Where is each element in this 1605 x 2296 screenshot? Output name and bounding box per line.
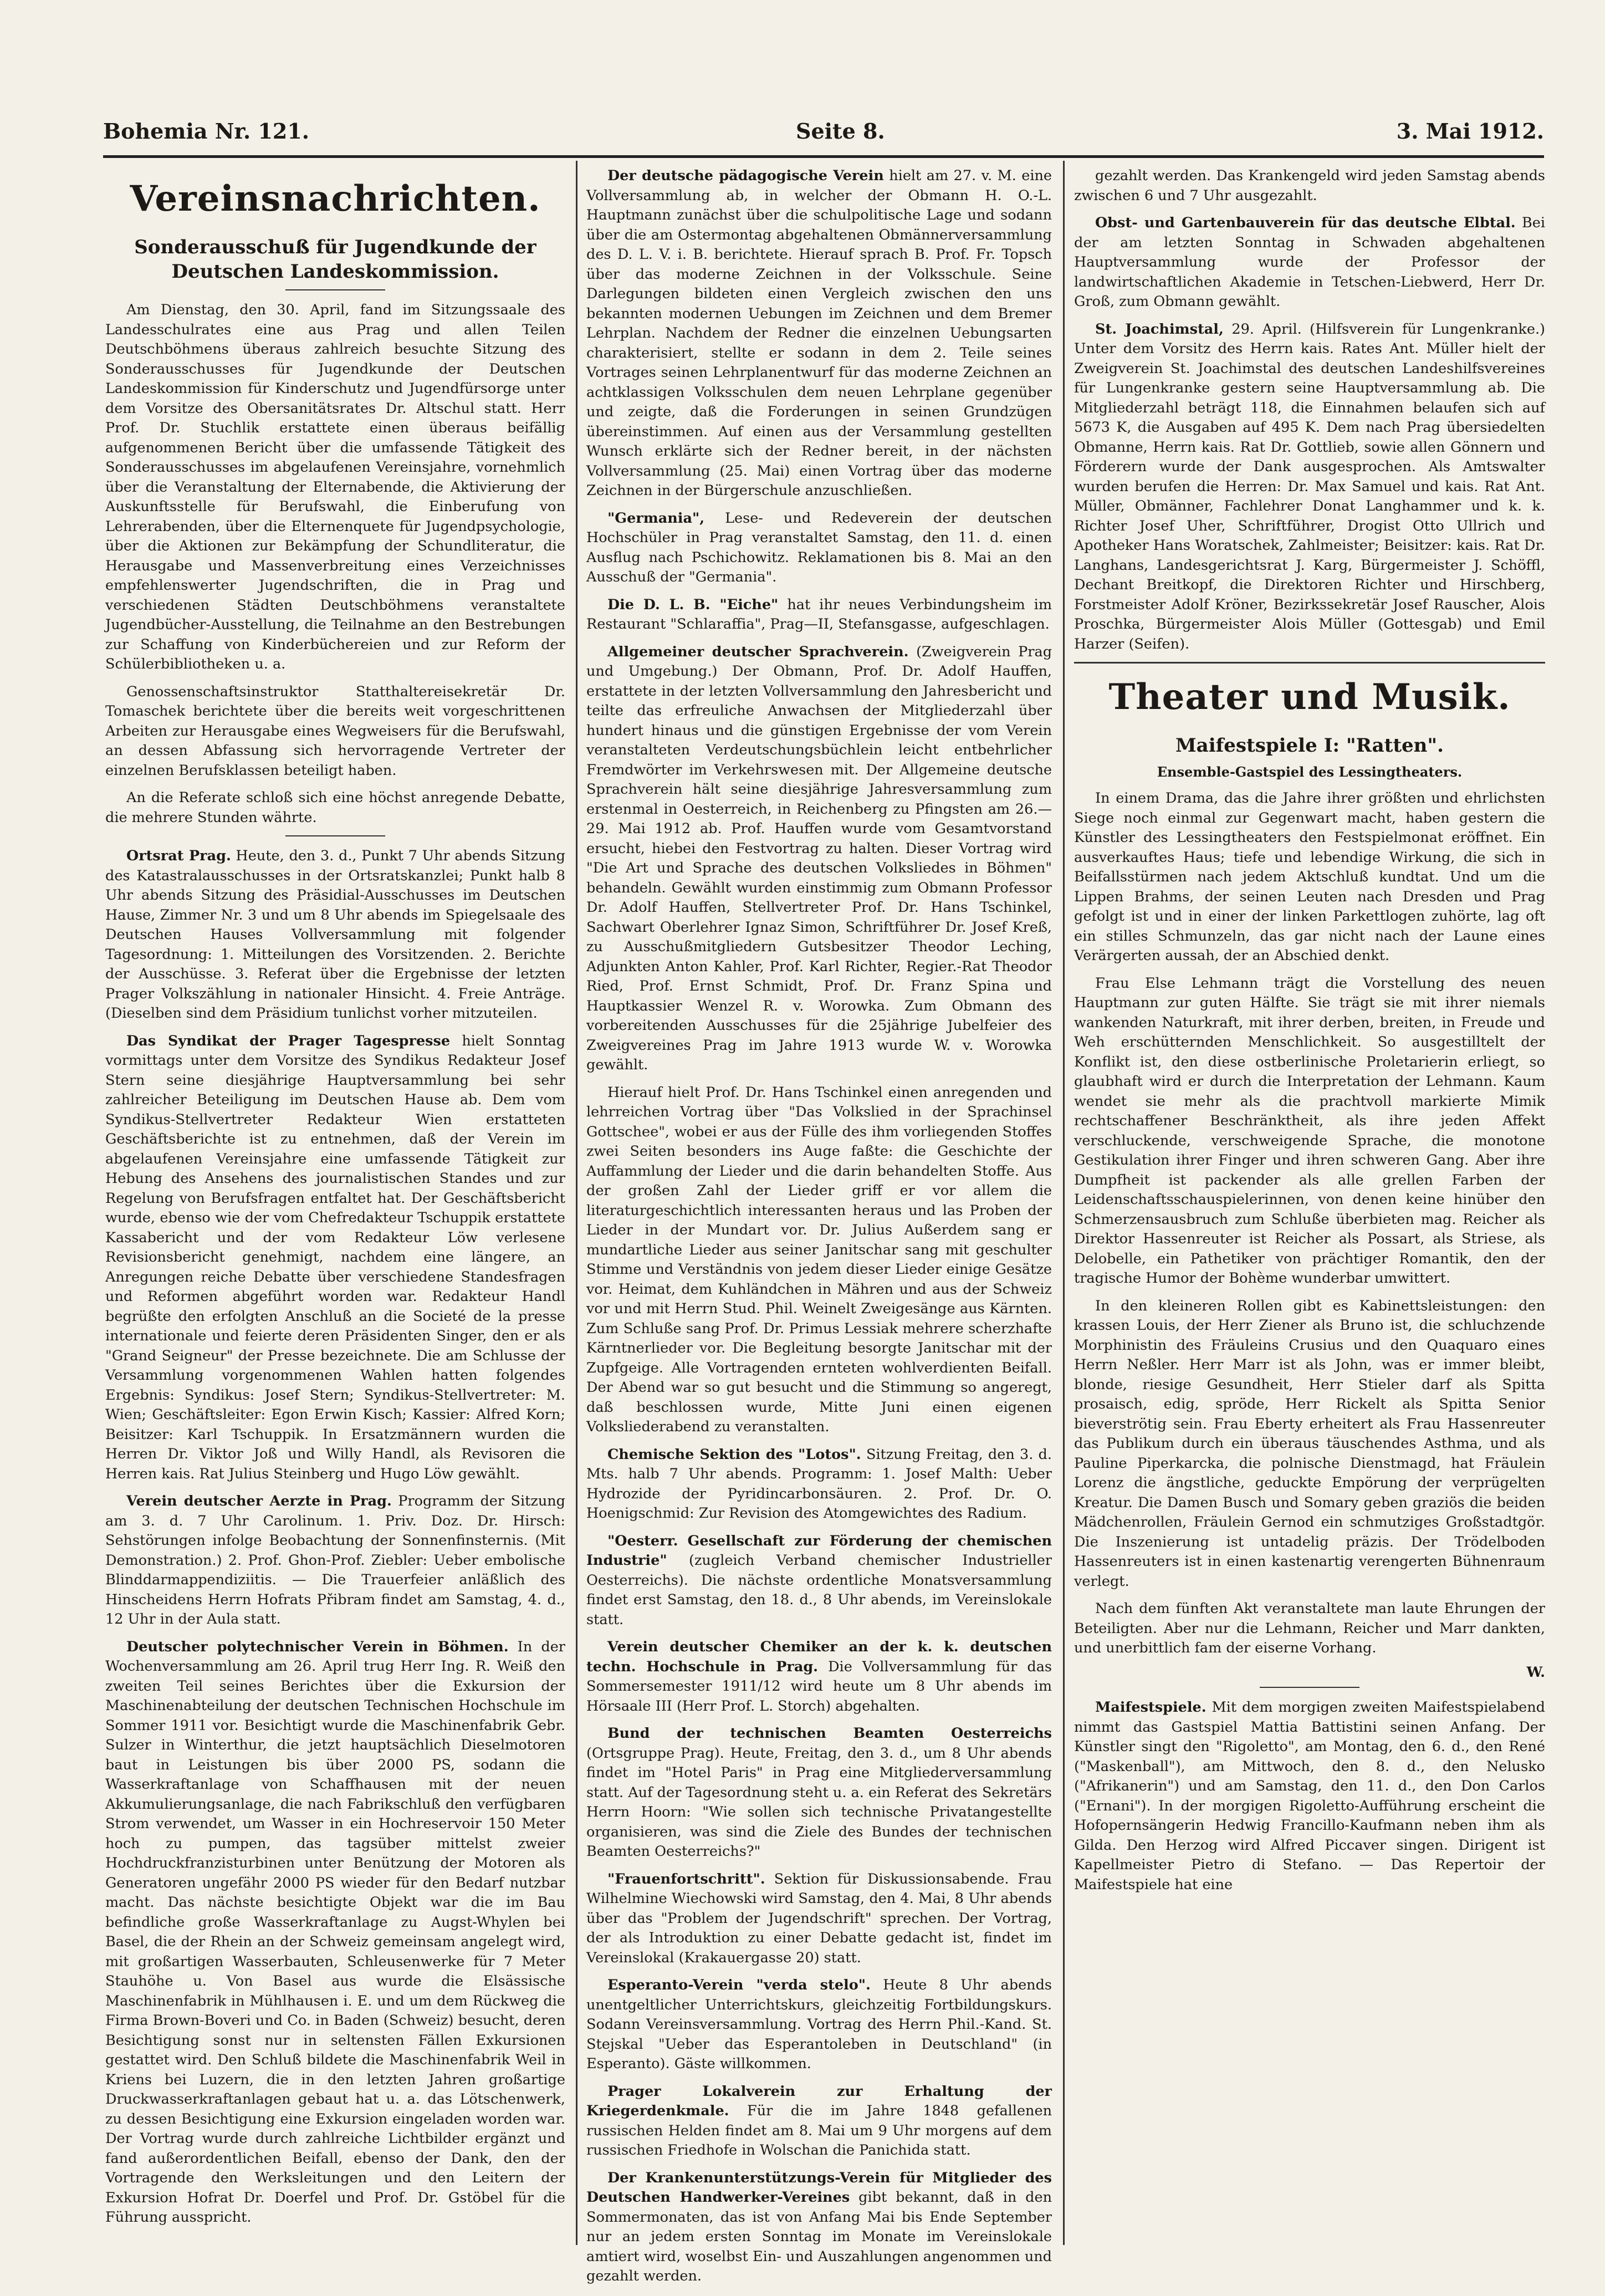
news-item-text: (zugleich Verband chemischer Industrieller Oesterreichs). Die nächste ordentliche Monatsversammlung findet erst Samstag, den 18. d., 8 Uhr abends, im Vereinslokale statt. <box>586 1552 1052 1628</box>
column-1 <box>105 166 565 2239</box>
news-item <box>586 1870 1052 1968</box>
news-item-text: hielt Sonntag vormittags unter dem Vorsitze des Syndikus Redakteur Josef Stern seine diesjährige Hauptversammlung bei sehr zahlreicher Beteiligung im Deutschen Hause ab. Dem vom Syndikus-Stellvertreter Redakteur Wien erstatteten Geschäftsberichte ist zu entnehmen, daß der Verein im abgelaufenen Vereinsjahre eine umfassende Tätigkeit zur Hebung des Ansehens des journalistischen Standes und zur Regelung von Berufsfragen entfaltet hat. Der Geschäftsbericht wurde, ebenso wie der vom Chefredakteur Tschuppik erstattete Kassabericht und der vom Redakteur Löw verlesene Revisionsbericht genehmigt, nachdem eine längere, an Anregungen reiche Debatte über verschiedene Standesfragen und Reformen abgeführt worden war. Redakteur Handl begrüßte den erfolgten Anschluß an die Societé de la presse internationale und feierte deren Präsidenten Singer, den er als "Grand Seigneur" der Presse bezeichnete. Die am Schlusse der Versammlung vorgenommenen Wahlen hatten folgendes Ergebnis: Syndikus: Josef Stern; Syndikus-Stellvertreter: M. Wien; Geschäftsleiter: Egon Erwin Kisch; Kassier: Alfred Korn; Beisitzer: Karl Tschuppik. In Ersatzmännern wurden die Herren Dr. Viktor Joß und Willy Handl, als Revisoren die Herren kais. Rat Julius Steinberg und Hugo Löw gewählt. <box>105 1032 566 1482</box>
news-item <box>1074 213 1545 312</box>
news-item-text: Heute, den 3. d., Punkt 7 Uhr abends Sitzung des Katastralausschusses in der Ortsratskanzlei; Punkt halb 8 Uhr abends Sitzung des Präsidial-Ausschusses im Deutschen Hause, Zimmer Nr. 3 und um 8 Uhr abends im Spiegelsaale des Deutschen Hauses Vollversammlung mit folgender Tagesordnung: 1. Mitteilungen des Vorsitzenden. 2. Berichte der Ausschüsse. 3. Referat über die Ergebnisse der letzten Prager Volkszählung in nationaler Hinsicht. 4. Freie Anträge. (Dieselben sind dem Präsidium tunlichst vorher mitzuteilen. <box>105 848 565 1022</box>
news-item-lead: Prager Lokalverein zur Erhaltung der Kriegerdenkmale. <box>586 2083 1052 2119</box>
news-item <box>1074 320 1545 655</box>
news-item-lead: Der deutsche pädagogische Verein <box>607 167 884 184</box>
section-title-vereinsnachrichten: Vereinsnachrichten. <box>130 178 541 220</box>
news-item <box>105 1032 565 1484</box>
news-item-lead: "Frauenfortschritt". <box>607 1870 765 1887</box>
section-rule <box>1074 662 1545 664</box>
news-item-lead: Verein deutscher Aerzte in Prag. <box>126 1493 392 1509</box>
news-item-text: (Zweigverein Prag und Umgebung.) Der Obmann, Prof. Dr. Adolf Hauffen, erstattete in der letzten Vollversammlung den Jahresbericht und teilte das erfreuliche Anwachsen der Mitgliederzahl über hundert hinaus und die günstigen Ergebnisse der vom Verein veranstalteten Verdeutschungsbüchlein leicht entbehrlicher Fremdwörter im Verkehrswesen mit. Der Allgemeine deutsche Sprachverein hält seine diesjährige Jahresversammlung zum erstenmal in Oesterreich, in Reichenberg zu Pfingsten am 26.—29. Mai 1912 ab. Prof. Hauffen wurde vom Gesamtvorstand ersucht, hiebei den Festvortrag zu halten. Dieser Vortrag wird "Die Art und Sprache des deutschen Volksliedes in Böhmen" behandeln. Gewählt wurden einstimmig zum Obmann Professor Dr. Adolf Hauffen, Stellvertreter Prof. Dr. Hans Tschinkel, Sachwart Oberlehrer Ignaz Simon, Schriftführer Dr. Josef Kreß, zu Ausschußmitgliedern Gutsbesitzer Theodor Leching, Adjunkten Anton Kahler, Prof. Karl Richter, Regier.-Rat Theodor Ried, Prof. Ernst Schmidt, Prof. Dr. Franz Spina und Hauptkassier Wenzel R. v. Worowka. Zum Obmann des vorbereitenden Ausschusses für die 25jährige Jubelfeier des Zweigvereines Prag im Jahre 1913 wurde W. v. Worowka gewählt. <box>586 643 1052 1073</box>
news-item-text: Programm der Sitzung am 3. d. 7 Uhr Carolinum. 1. Priv. Doz. Dr. Hirsch: Sehstörungen infolge Beobachtung der Sonnenfinsternis. (Mit Demonstration.) 2. Prof. Ghon-Prof. Ziebler: Ueber embolische Blinddarmappendiziitis. — Die Trauerfeier anläßlich des Hinscheidens Herrn Hofrats Přibram findet am Samstag, 4. d., 12 Uhr in der Aula statt. <box>105 1493 565 1627</box>
news-item-text: Heute 8 Uhr abends unentgeltlicher Unterrichtskurs, gleichzeitig Fortbildungskurs. Sodann Vereinsversammlung. Vortrag des Herrn Phil.-Kand. St. Stejskal "Ueber das Esperantoleben in Deutschland" (in Esperanto). Gäste willkommen. <box>586 1977 1052 2072</box>
news-item <box>1074 166 1545 206</box>
news-item-text: 29. April. (Hilfsverein für Lungenkranke.) Unter dem Vorsitz des Herrn kais. Rates Ant. Müller hielt der Zweigverein St. Joachimstal des deutschen Landeshilfsvereines für Lungenkranke gestern seine Hauptversammlung ab. Die Mitgliederzahl beträgt 118, die Einnahmen belaufen sich auf 5673 K, die Ausgaben auf 495 K. Dem nach Prag übersiedelten Obmanne, Herrn kais. Rat Dr. Gottlieb, sowie allen Gönnern und Förderern wurde der Dank ausgesprochen. Als Amtswalter wurden berufen die Herren: Dr. Max Samuel und kais. Rat Ant. Müller, Obmänner, Fachlehrer Donat Langhammer und k. k. Richter Josef Uher, Schriftführer, Drogist Otto Ullrich und Apotheker Hans Woratschek, Zahlmeister; Beisitzer: kais. Rat Dr. Langhans, Landesgerichtsrat J. Karg, Bürgermeister J. Schöffl, Dechant Breitkopf, die Direktoren Richter und Hirschberg, Forstmeister Adolf Kröner, Bezirkssekretär Josef Rauscher, Alois Proschka, Bürgermeister Alois Müller (Gottesgab) und Emil Harzer (Seifen). <box>1074 320 1546 652</box>
news-item-lead: "Oesterr. Gesellschaft zur Förderung der chemischen Industrie" <box>586 1532 1052 1569</box>
news-item <box>586 1083 1052 1437</box>
column-rule-2 <box>1063 161 1065 2245</box>
news-item-text: Lese- und Redeverein der deutschen Hochschüler in Prag veranstaltet Samstag, den 11. d. einen Ausflug nach Pschichowitz. Reklamationen bis 8. Mai an den Ausschuß der "Germania". <box>586 509 1052 585</box>
news-item <box>105 846 565 1024</box>
news-item-text: Für die im Jahre 1848 gefallenen russischen Helden findet am 8. Mai um 9 Uhr morgens auf dem russischen Friedhofe in Wolschan die Panichida statt. <box>586 2103 1052 2159</box>
news-item-lead: Die D. L. B. "Eiche" <box>607 596 779 613</box>
header-date: 3. Mai 1912. <box>1396 119 1544 144</box>
news-items-col1 <box>105 846 565 2228</box>
paragraph: Nach dem fünften Akt veranstaltete man laute Ehrungen der Beteiligten. Aber nur die Lehmann, Reicher und Marr dankten, und unerbittlich fam der eiserne Vorhang. <box>1074 1600 1545 1656</box>
news-item-lead: St. Joachimstal, <box>1095 320 1224 338</box>
news-item-text: Hierauf hielt Prof. Dr. Hans Tschinkel einen anregenden und lehrreichen Vortrag über "Das Volkslied in der Sprachinsel Gottschee", wobei er aus der Fülle des ihm vorliegenden Stoffes zwei Seiten besonders ins Auge faßte: die Geschichte der Auffammlung der Lieder und die darin behandelten Stoffe. Aus der großen Zahl der Lieder griff er vor allem die literaturgeschichtlich interessanten heraus und las Proben der Lieder in der Mundart vor. Dr. Julius Außerdem sang er mundartliche Lieder aus seiner Janitschar sang mit geschulter Stimme und Verständnis von jedem dieser Lieder einige Gesätze vor. Heimat, dem Kuhländchen in Mähren und aus der Schweiz vor und mit Herrn Stud. Phil. Weinelt Zweigesänge aus Kärnten. Zum Schluße sang Prof. Dr. Primus Lessiak mehrere scherzhafte Kärntnerlieder vor. Die Begleitung besorgte Janitschar mit der Zupfgeige. Alle Vortragenden ernteten wohlverdienten Beifall. Der Abend war so gut besucht und die Stimmung so angeregt, daß beschlossen wurde, Mitte Juni einen eigenen Volksliederabend zu veranstalten. <box>586 1084 1052 1435</box>
article-body-jugendkunde <box>105 300 565 828</box>
paragraph: In einem Drama, das die Jahre ihrer größten und ehrlichsten Siege noch einmal zur Gegenwart macht, haben gestern die Künstler des Lessingtheaters den Festspielmonat eröffnet. Ein ausverkauftes Haus; tiefe und lebendige Wirkung, die sich in Beifallsstürmen nach jedem Aktschluß kundtat. Und um die Lippen Brahms, der seinen Leuten nach Dresden und Prag gefolgt ist und in einer der linken Parkettlogen zuhörte, lag oft ein stilles Schmunzeln, das gar nicht nach der Laune eines Verärgerten aussah, der an Abschied denkt. <box>1074 790 1545 964</box>
news-item <box>586 166 1052 501</box>
column-3 <box>1074 166 1545 2239</box>
news-item <box>586 1637 1052 1716</box>
short-rule <box>285 835 385 836</box>
paragraph: Genossenschaftsinstruktor Statthaltereisekretär Dr. Tomaschek berichtete über die bereits weit vorgeschrittenen Arbeiten zur Herausgabe eines Wegweisers für die Berufswahl, an dessen Abfassung sich hervorragende Vertreter der einzelnen Berufsklassen beteiligt haben. <box>105 683 565 779</box>
news-item-text: hielt am 27. v. M. eine Vollversammlung ab, in welcher der Obmann H. O.-L. Hauptmann zunächst über die schulpolitische Lage und sodann über die am Ostermontag abgehaltenen Obmännerversammlung des D. L. V. i. B. berichtete. Hierauf sprach B. Prof. Fr. Topsch über das moderne Zeichnen in der Volksschule. Seine Darlegungen bildeten einen Vergleich zwischen den uns bekannten modernen Uebungen im Zeichnen und dem Bremer Lehrplan. Nachdem der Redner die einzelnen Uebungsarten charakterisiert, stellte er sodann in dem 2. Teile seines Vortrages seinen Lehrplanentwurf für das moderne Zeichnen an achtklassigen Volksschulen dem neuen Lehrplane gegenüber und zeigte, daß die Forderungen in seinen Grundzügen übereinstimmen. Auf einen aus der Versammlung gestellten Wunsch erklärte sich der Redner bereit, in der nächsten Vollversammlung (25. Mai) einen Vortrag über das moderne Zeichnen in der Bürgerschule anzuschließen. <box>586 167 1052 499</box>
article-body-ratten <box>1074 789 1545 1659</box>
paragraph: An die Referate schloß sich eine höchst anregende Debatte, die mehrere Stunden währte. <box>105 789 565 826</box>
news-item-lead: Maifestspiele. <box>1095 1699 1207 1716</box>
column-rule-1 <box>576 161 577 2245</box>
news-item <box>586 1724 1052 1862</box>
section-title-theater: Theater und Musik. <box>1108 676 1511 718</box>
column-2 <box>586 166 1052 2284</box>
news-item-lead: Verein deutscher Chemiker an der k. k. deutschen techn. Hochschule in Prag. <box>586 1639 1052 1675</box>
news-item <box>586 642 1052 1075</box>
news-item <box>105 1637 565 2228</box>
news-item-maifestspiele <box>1074 1698 1545 1895</box>
news-item-text: gibt bekannt, daß in den Sommermonaten, das ist von Anfang Mai bis Ende September nur an jedem ersten Sonntag im Monate im Vereinslokale amtiert wird, woselbst Ein- und Auszahlungen angenommen und gezahlt werden. <box>586 2189 1052 2284</box>
header-page-number: Seite 8. <box>796 119 885 144</box>
news-item <box>586 1976 1052 2074</box>
news-item <box>586 2169 1052 2287</box>
news-item-lead: Chemische Sektion des "Lotos". <box>607 1446 861 1463</box>
news-item <box>586 595 1052 635</box>
short-rule <box>285 289 385 290</box>
news-item <box>105 1492 565 1630</box>
page-header <box>103 111 1544 155</box>
news-item <box>586 2082 1052 2161</box>
paragraph: In den kleineren Rollen gibt es Kabinettsleistungen: den krassen Louis, der Herr Ziener als Bruno ist, die schluchzende Morphinistin des Fräuleins Crusius und den Quaquaro eines Herrn Neßler. Herr Marr ist als John, was er immer bleibt, blonde, riesige Gesundheit, Herr Stieler darf als Spitta prosaisch, edig, spröde, Herr Rickelt als Spitta Senior bieverströtig sein. Frau Eberty erheitert als Frau Hassenreuter das Publikum durch ein überaus täuschendes Asthma, und als Pauline Piperkarcka, die polnische Dienstmagd, hat Fräulein Lorenz die ängstliche, geduckte Empörung der verprügelten Kreatur. Die Damen Busch und Somary geben graziös die beiden Mädchenrollen, Fräulein Gernod ein schmutziges Großstadtgör. Die Inszenierung ist untadelig präzis. Der Trödelboden Hassenreuters ist in einen kastenartig verengerten Bühnenraum verlegt. <box>1074 1297 1545 1590</box>
news-items-col3 <box>1074 166 1545 654</box>
article-title-jugendkunde: Sonderausschuß für Jugendkunde der Deutschen Landeskommission. <box>134 236 536 283</box>
news-item-text: (Ortsgruppe Prag). Heute, Freitag, den 3. d., um 8 Uhr abends findet im "Hotel Paris" in Prag eine Mitgliederversammlung statt. Auf der Tagesordnung steht u. a. ein Referat des Sekretärs Herrn Hoorn: "Wie sollen sich technische Privatangestellte organisieren, was sind die Ziele des Bundes der technischen Beamten Oesterreichs?" <box>586 1744 1052 1860</box>
news-item-lead: Obst- und Gartenbauverein für das deutsche Elbtal. <box>1095 215 1516 231</box>
article-subtitle-ensemble: Ensemble-Gastspiel des Lessingtheaters. <box>1157 764 1463 780</box>
news-items-col2 <box>586 166 1052 2287</box>
header-publication: Bohemia Nr. 121. <box>103 119 310 144</box>
paragraph: Am Dienstag, den 30. April, fand im Sitzungssaale des Landesschulrates eine aus Prag und allen Teilen Deutschböhmens überaus zahlreich besuchte Sitzung des Sonderausschusses für Jugendkunde der Deutschen Landeskommission für Kinderschutz und Jugendfürsorge unter dem Vorsitze des Obersanitätsrates Dr. Altschul statt. Herr Prof. Dr. Stuchlik erstattete einen überaus beifällig aufgenommenen Bericht über die umfassende Tätigkeit des Sonderausschusses im abgelaufenen Vereinsjahre, vornehmlich über die Veranstaltung der Elternabende, die Aktivierung der Auskunftsstelle für Berufswahl, die Einberufung von Lehrerabenden, über die Elternenquete für Jugendpsychologie, über die Aktionen zur Bekämpfung der Schundliteratur, die Herausgabe und Massenverbreitung eines Verzeichnisses empfehlenswerter Jugendschriften, die in Prag und verschiedenen Städten Deutschböhmens veranstaltete Jugendbücher-Ausstellung, die Teilnahme an den Bestrebungen zur Schaffung von Kinderbüchereien und zur Reform der Schülerbibliotheken u. a. <box>105 302 565 672</box>
header-rule <box>103 155 1544 158</box>
news-item-lead: Deutscher polytechnischer Verein in Böhmen. <box>126 1638 509 1655</box>
news-item-lead: Esperanto-Verein "verda stelo". <box>607 1977 871 1993</box>
article-signature: W. <box>1526 1664 1545 1681</box>
news-item-text: Mit dem morgigen zweiten Maifestspielabend nimmt das Gastspiel Mattia Battistini seinen Anfang. Der Künstler singt den "Rigoletto", am Montag, den 6. d., den René ("Maskenball"), am Mittwoch, den 8. d., den Nelusko ("Afrikanerin") und am Samstag, den 11. d., den Don Carlos ("Ernani"). In der morgigen Rigoletto-Aufführung erscheint die Hofopernsängerin Hedwig Francillo-Kaufmann neben ihm als Gilda. Den Herzog wird Alfred Piccaver singen. Dirigent ist Kapellmeister Pietro di Stefano. — Das Repertoir der Maifestspiele hat eine <box>1074 1699 1545 1893</box>
news-item-lead: Der Krankenunterstützungs-Verein für Mitglieder des Deutschen Handwerker-Vereines <box>586 2169 1052 2206</box>
news-item-lead: "Germania", <box>607 509 705 527</box>
news-item-text: Sitzung Freitag, den 3. d. Mts. halb 7 Uhr abends. Programm: 1. Josef Malth: Ueber Hydrozide der Pyridincarbonsäuren. 2. Prof. Dr. O. Hoenigschmid: Zur Revision des Atomgewichtes des Radium. <box>586 1446 1052 1522</box>
news-item-text: Bei der am letzten Sonntag in Schwaden abgehaltenen Hauptversammlung wurde der Professor der landwirtschaftlichen Akademie in Tetschen-Liebwerd, Herr Dr. Groß, zum Obmann gewählt. <box>1074 215 1546 310</box>
paragraph: Frau Else Lehmann trägt die Vorstellung des neuen Hauptmann zur guten Hälfte. Sie trägt sie mit ihrer niemals wankenden Naturkraft, mit ihrer derben, breiten, in Freude und Weh erschütternden Menschlichkeit. So ausgestilltelt der Konflikt ist, den diese ostberlinische Proletarierin erliegt, so glaubhaft wird er durch die Interpretation der Lehmann. Kaum wendet sie mehr als die prachtvoll markierte Mimik rechtschaffener Beschränktheit, als ihre jeden Affekt verschluckende, verschweigende Sprache, die monotone Gestikulation ihrer Finger und ihren schweren Gang. Aber ihre Dumpfheit ist packender als alle grellen Farben der Leidenschaftsschauspielerinnen, von denen keine hinüber den Schmerzensausbruch zum Schluße überbieten mag. Reicher als Direktor Hassenreuter ist Reicher als Possart, als Striese, als Delobelle, ein Pathetiker von prächtiger Romantik, den der tragische Humor der Bohème wunderbar umwittert. <box>1074 974 1545 1287</box>
short-rule <box>1260 1687 1359 1688</box>
news-item-lead: Bund der technischen Beamten Oesterreichs <box>607 1725 1052 1742</box>
news-item-text: Sektion für Diskussionsabende. Frau Wilhelmine Wiechowski wird Samstag, den 4. Mai, 8 Uhr abends über das "Problem der Jugendschrift" sprechen. Der Vortrag, der als Introduktion zu einer Debatte gedacht ist, findet im Vereinslokal (Krakauergasse 20) statt. <box>586 1870 1052 1966</box>
news-item-lead: Ortsrat Prag. <box>126 848 231 864</box>
news-item <box>586 1445 1052 1524</box>
news-item-text: In der Wochenversammlung am 26. April trug Herr Ing. R. Weiß den zweiten Teil seines Berichtes über die Exkursion der Maschinenabteilung der deutschen Technischen Hochschule im Sommer 1911 vor. Besichtigt wurde die Maschinenfabrik Gebr. Sulzer in Winterthur, die jetzt hauptsächlich Dieselmotoren baut in Leistungen bis über 2000 PS, sodann die Wasserkraftanlage von Schaffhausen mit der neuen Akkumulierungsanlage, die nach Fabrikschluß den verfügbaren Strom verwendet, um Wasser in ein Hochreservoir 150 Meter hoch zu pumpen, das tagsüber mittelst zweier Hochdruckfranzisturbinen unter Benützung der Motoren als Generatoren ungefähr 2000 PS wieder für den Bedarf nutzbar macht. Das nächste besichtigte Objekt war die im Bau befindliche große Wasserkraftanlage zu Augst-Whylen bei Basel, die der Rhein an der Schweiz gemeinsam angelegt wird, mit großartigen Wasserbauten, Schleusenwerke für 7 Meter Stauhöhe u. Von Basel aus wurde die Elsässische Maschinenfabrik in Mühlhausen i. E. und um dem Rückweg die Firma Brown-Boveri und Co. in Baden (Schweiz) besucht, deren Besichtigung sonst nur in seltensten Fällen Exkursionen gestattet wird. Den Schluß bildete die Maschinenfabrik Weil in Kriens bei Luzern, die in den letzten Jahren großartige Druckwasserkraftanlagen gebaut hat u. a. das Lötschenwerk, zu dessen Besichtigung eine Exkursion eingeladen worden war. Der Vortrag wurde durch zahlreiche Lichtbilder ergänzt und fand außerordentlichen Beifall, ebenso der Dank, den der Vortragende den Werksleitungen und den Leitern der Exkursion Hofrat Dr. Doerfel und Prof. Dr. Gstöbel für die Führung ausspricht. <box>105 1638 565 2226</box>
news-item-text: Die Vollversammlung für das Sommersemester 1911/12 wird heute um 8 Uhr abends im Hörsaale III (Herr Prof. L. Storch) abgehalten. <box>586 1658 1052 1715</box>
news-item <box>586 1532 1052 1630</box>
news-item-lead: Allgemeiner deutscher Sprachverein. <box>607 643 909 660</box>
article-title-ratten: Maifestspiele I: "Ratten". <box>1175 734 1444 757</box>
news-item-text: hat ihr neues Verbindungsheim im Restaurant "Schlaraffia", Prag—II, Stefansgasse, aufgeschlagen. <box>586 596 1052 632</box>
news-item-text: gezahlt werden. Das Krankengeld wird jeden Samstag abends zwischen 6 und 7 Uhr ausgezahlt. <box>1074 167 1545 204</box>
news-item-lead: Das Syndikat der Prager Tagespresse <box>126 1032 451 1049</box>
news-item <box>586 509 1052 588</box>
